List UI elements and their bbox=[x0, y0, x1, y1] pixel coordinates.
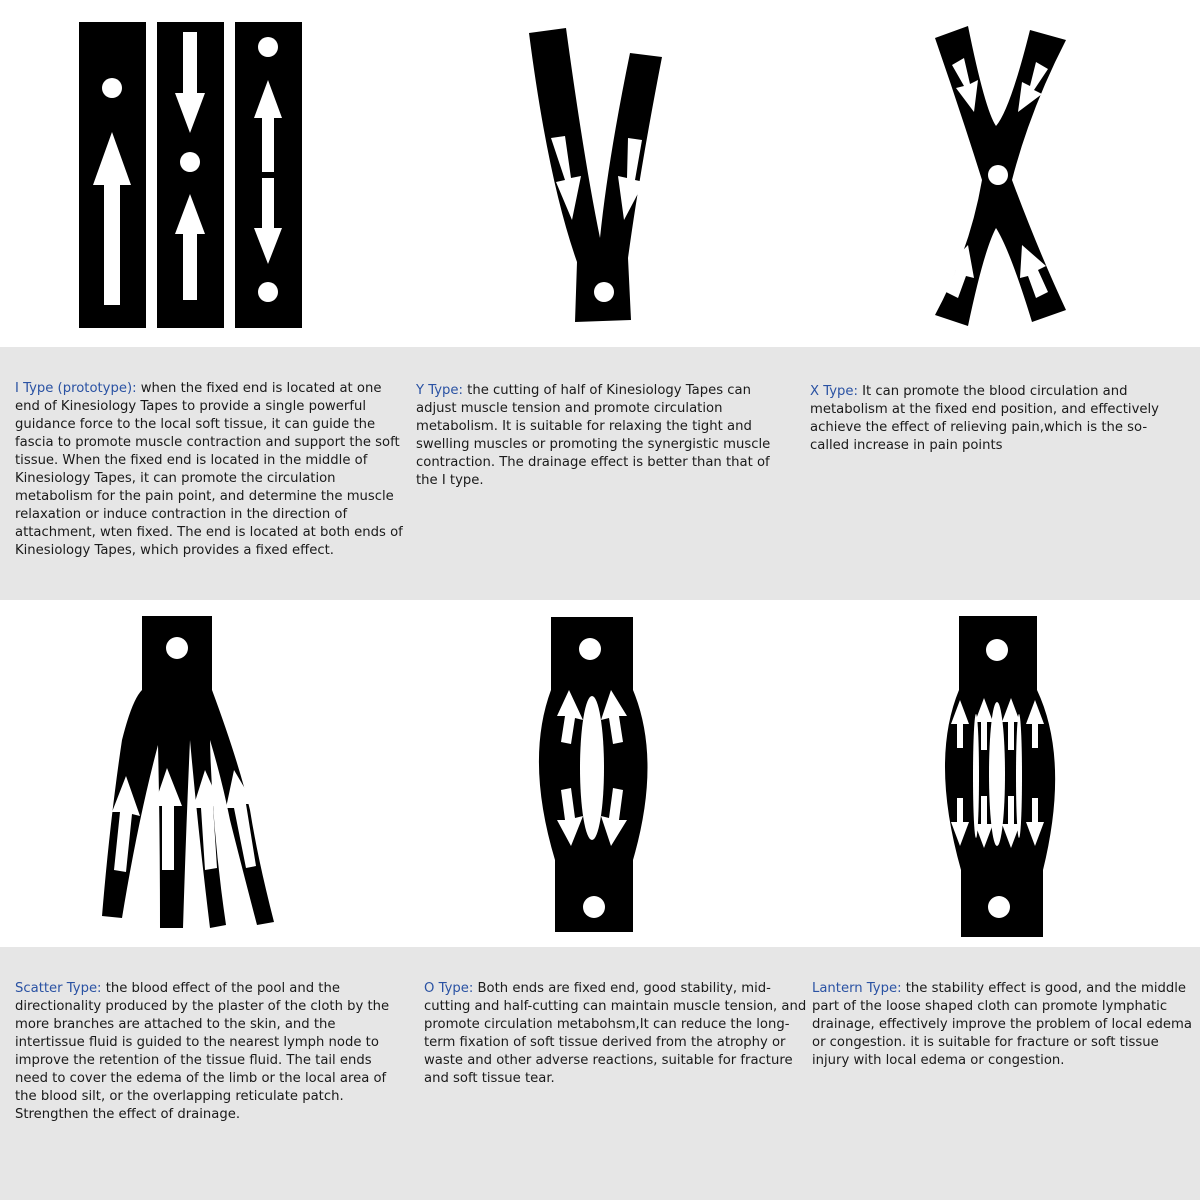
anchor-dot bbox=[258, 282, 278, 302]
side-cut bbox=[1016, 714, 1022, 838]
o-type-text: Both ends are fixed end, good stability, mid-cutting and half-cutting can maintain muscle tension, and promote circulation metabohsm,It can reduce the long-term fixation of soft tissue derived from the atrophy or waste and other adverse reactions, suitable for fracture and soft tissue tear. bbox=[424, 981, 807, 1086]
anchor-dot bbox=[102, 78, 122, 98]
x-type-title: X Type: bbox=[810, 384, 858, 399]
center-cut bbox=[580, 696, 604, 840]
side-cut bbox=[973, 714, 979, 838]
x-type-tape-diagram bbox=[935, 26, 1066, 326]
anchor-dot bbox=[988, 165, 1008, 185]
anchor-dot bbox=[988, 896, 1010, 918]
y-type-tape-diagram bbox=[529, 28, 662, 322]
x-type-description bbox=[810, 383, 1182, 455]
x-type-text: It can promote the blood circulation and metabolism at the fixed end position, and effectively achieve the effect of relieving pain,which is the so-called increase in pain points bbox=[810, 384, 1159, 453]
anchor-dot bbox=[180, 152, 200, 172]
anchor-dot bbox=[986, 639, 1008, 661]
lantern-type-tape-diagram bbox=[945, 616, 1055, 937]
i-type-title: I Type (prototype): bbox=[15, 381, 137, 396]
scatter-type-tape-diagram bbox=[102, 616, 274, 928]
lantern-type-description bbox=[812, 980, 1194, 1070]
y-type-text: the cutting of half of Kinesiology Tapes can adjust muscle tension and promote circulation metabolism. It is suitable for relaxing the tight and swelling muscles or promoting the synergistic muscle contraction. The drainage effect is better than that of the I type. bbox=[416, 383, 771, 488]
o-type-tape-diagram bbox=[539, 617, 648, 932]
anchor-dot bbox=[594, 282, 614, 302]
scatter-type-text: the blood effect of the pool and the directionality produced by the plaster of the cloth by the more branches are attached to the skin, and the intertissue fluid is guided to the nearest lymph node to improve the retention of the tissue fluid. The tail ends need to cover the edema of the limb or the local area of the blood silt, or the overlapping reticulate patch. Strengthen the effect of drainage. bbox=[15, 981, 390, 1122]
i-type-tape-diagram bbox=[79, 22, 302, 328]
anchor-dot bbox=[583, 896, 605, 918]
scatter-type-description bbox=[15, 980, 397, 1124]
i-type-description bbox=[15, 380, 407, 560]
y-type-description bbox=[416, 382, 792, 490]
lantern-type-text: the stability effect is good, and the middle part of the loose shaped cloth can promote lymphatic drainage, effectively improve the problem of local edema or congestion. it is suitable for fracture or soft tissue injury with local edema or congestion. bbox=[812, 981, 1192, 1068]
scatter-type-title: Scatter Type: bbox=[15, 981, 102, 996]
anchor-dot bbox=[166, 637, 188, 659]
y-type-title: Y Type: bbox=[416, 383, 463, 398]
anchor-dot bbox=[579, 638, 601, 660]
i-type-text: when the fixed end is located at one end of Kinesiology Tapes to provide a single powerful guidance force to the local soft tissue, it can guide the fascia to promote muscle contraction and support the soft tissue. When the fixed end is located in the middle of Kinesiology Tapes, it can promote the circulation metabolism for the pain point, and determine the muscle relaxation or induce contraction in the direction of attachment, wten fixed. The end is located at both ends of Kinesiology Tapes, which provides a fixed effect. bbox=[15, 381, 403, 558]
lantern-type-title: Lantern Type: bbox=[812, 981, 902, 996]
o-type-description bbox=[424, 980, 810, 1088]
o-type-title: O Type: bbox=[424, 981, 474, 996]
anchor-dot bbox=[258, 37, 278, 57]
